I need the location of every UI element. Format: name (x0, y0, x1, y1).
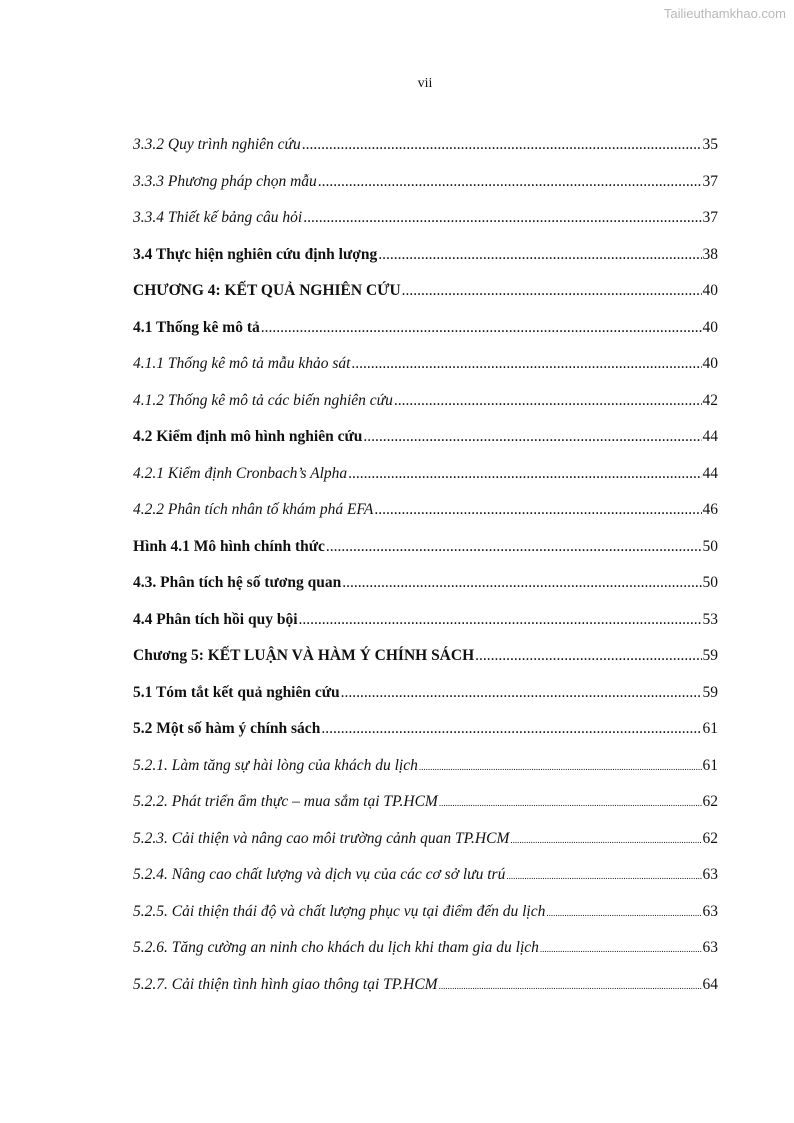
toc-entry[interactable] (133, 784, 718, 821)
toc-dot-leader (299, 602, 702, 639)
toc-dot-leader (351, 346, 701, 383)
toc-entry[interactable] (133, 164, 718, 201)
toc-entry-title: 5.2.6. Tăng cường an ninh cho khách du lịch khi tham gia du lịch (133, 939, 539, 956)
toc-entry[interactable] (133, 200, 718, 237)
toc-entry[interactable] (133, 894, 718, 931)
toc-entry[interactable] (133, 967, 718, 1004)
toc-entry-page: 53 (702, 610, 718, 628)
toc-dot-leader (341, 675, 702, 712)
toc-entry-title: 5.2 Một số hàm ý chính sách (133, 720, 321, 737)
toc-entry[interactable] (133, 529, 718, 566)
toc-entry-title: 4.2.1 Kiểm định Cronbach’s Alpha (133, 464, 348, 482)
toc-entry[interactable] (133, 711, 718, 748)
toc-dot-leader (378, 237, 701, 274)
toc-entry-title: Hình 4.1 Mô hình chính thức (133, 537, 325, 555)
toc-entry-title: 4.1.2 Thống kê mô tả các biến nghiên cứu (133, 391, 393, 409)
toc-entry[interactable] (133, 857, 718, 894)
toc-entry-page: 61 (702, 756, 718, 774)
table-of-contents (133, 127, 718, 1003)
toc-entry-title: CHƯƠNG 4: KẾT QUẢ NGHIÊN CỨU (133, 282, 401, 299)
toc-entry[interactable] (133, 638, 718, 675)
toc-entry-page: 35 (702, 136, 718, 153)
toc-dot-leader (439, 785, 702, 821)
toc-entry-title: 4.2.2 Phân tích nhân tố khám phá EFA (133, 501, 374, 518)
page-number: vii (417, 76, 433, 91)
toc-dot-leader (546, 895, 701, 931)
toc-entry-page: 44 (702, 464, 718, 482)
toc-entry-page: 59 (702, 647, 718, 664)
toc-entry-page: 64 (702, 975, 718, 993)
watermark-text: Tailieuthamkhao.com (663, 6, 786, 21)
toc-entry-title: Chương 5: KẾT LUẬN VÀ HÀM Ý CHÍNH SÁCH (133, 647, 475, 664)
toc-entry-page: 40 (702, 355, 718, 372)
toc-entry-page: 38 (702, 245, 718, 263)
toc-entry-title: 4.4 Phân tích hồi quy bội (133, 610, 298, 628)
toc-entry-page: 62 (702, 793, 718, 810)
toc-dot-leader (439, 968, 702, 1004)
toc-entry-title: 5.2.2. Phát triển ẩm thực – mua sắm tại TP.HCM (133, 793, 438, 810)
toc-entry-page: 37 (702, 209, 718, 226)
toc-entry[interactable] (133, 930, 718, 967)
toc-entry-title: 4.2 Kiểm định mô hình nghiên cứu (133, 428, 363, 445)
toc-dot-leader (475, 638, 701, 675)
toc-entry-page: 62 (702, 829, 718, 847)
toc-dot-leader (318, 164, 702, 201)
toc-entry[interactable] (133, 310, 718, 347)
toc-dot-leader (419, 749, 702, 785)
toc-entry-title: 5.2.1. Làm tăng sự hài lòng của khách du lịch (133, 756, 418, 774)
toc-dot-leader (321, 711, 701, 748)
toc-entry-page: 46 (702, 501, 718, 518)
toc-entry-title: 3.3.2 Quy trình nghiên cứu (133, 136, 301, 153)
toc-entry-page: 61 (702, 720, 718, 737)
toc-entry-title: 5.2.4. Nâng cao chất lượng và dịch vụ của các cơ sở lưu trú (133, 866, 506, 883)
toc-entry[interactable] (133, 602, 718, 639)
toc-entry[interactable] (133, 748, 718, 785)
toc-entry[interactable] (133, 346, 718, 383)
toc-entry-title: 5.2.3. Cải thiện và nâng cao môi trường cảnh quan TP.HCM (133, 829, 510, 847)
toc-dot-leader (363, 419, 701, 456)
toc-entry[interactable] (133, 456, 718, 493)
toc-dot-leader (506, 858, 701, 894)
toc-entry-page: 59 (702, 683, 718, 701)
toc-entry-page: 50 (702, 537, 718, 555)
toc-dot-leader (510, 822, 701, 858)
toc-entry-title: 5.2.5. Cải thiện thái độ và chất lượng phục vụ tại điểm đến du lịch (133, 902, 546, 920)
toc-entry-page: 63 (702, 939, 718, 956)
toc-entry-title: 4.1.1 Thống kê mô tả mẫu khảo sát (133, 355, 351, 372)
toc-entry-page: 63 (702, 902, 718, 920)
toc-entry[interactable] (133, 383, 718, 420)
toc-entry-title: 5.1 Tóm tắt kết quả nghiên cứu (133, 683, 340, 701)
toc-entry-page: 40 (702, 318, 718, 336)
toc-entry-title: 4.3. Phân tích hệ số tương quan (133, 574, 342, 591)
toc-dot-leader (261, 310, 702, 347)
toc-dot-leader (374, 492, 701, 529)
toc-entry[interactable] (133, 237, 718, 274)
toc-entry[interactable] (133, 675, 718, 712)
toc-entry[interactable] (133, 492, 718, 529)
toc-dot-leader (402, 273, 702, 310)
toc-entry-title: 5.2.7. Cải thiện tình hình giao thông tại TP.HCM (133, 975, 438, 993)
toc-entry-title: 3.4 Thực hiện nghiên cứu định lượng (133, 245, 378, 263)
toc-dot-leader (303, 200, 701, 237)
toc-dot-leader (302, 127, 702, 164)
toc-entry-page: 42 (702, 391, 718, 409)
toc-dot-leader (342, 565, 701, 602)
toc-dot-leader (540, 931, 702, 967)
toc-entry[interactable] (133, 565, 718, 602)
toc-entry-page: 63 (702, 866, 718, 883)
toc-dot-leader (326, 529, 702, 566)
toc-dot-leader (394, 383, 702, 420)
toc-dot-leader (348, 456, 701, 493)
toc-entry-title: 3.3.4 Thiết kế bảng câu hỏi (133, 209, 303, 226)
toc-entry-page: 50 (702, 574, 718, 591)
toc-entry-title: 4.1 Thống kê mô tả (133, 318, 260, 336)
toc-entry-page: 37 (702, 172, 718, 190)
toc-entry[interactable] (133, 127, 718, 164)
toc-entry[interactable] (133, 821, 718, 858)
toc-entry-page: 40 (702, 282, 718, 299)
toc-entry[interactable] (133, 419, 718, 456)
toc-entry[interactable] (133, 273, 718, 310)
toc-entry-title: 3.3.3 Phương pháp chọn mẫu (133, 172, 317, 190)
toc-entry-page: 44 (702, 428, 718, 445)
